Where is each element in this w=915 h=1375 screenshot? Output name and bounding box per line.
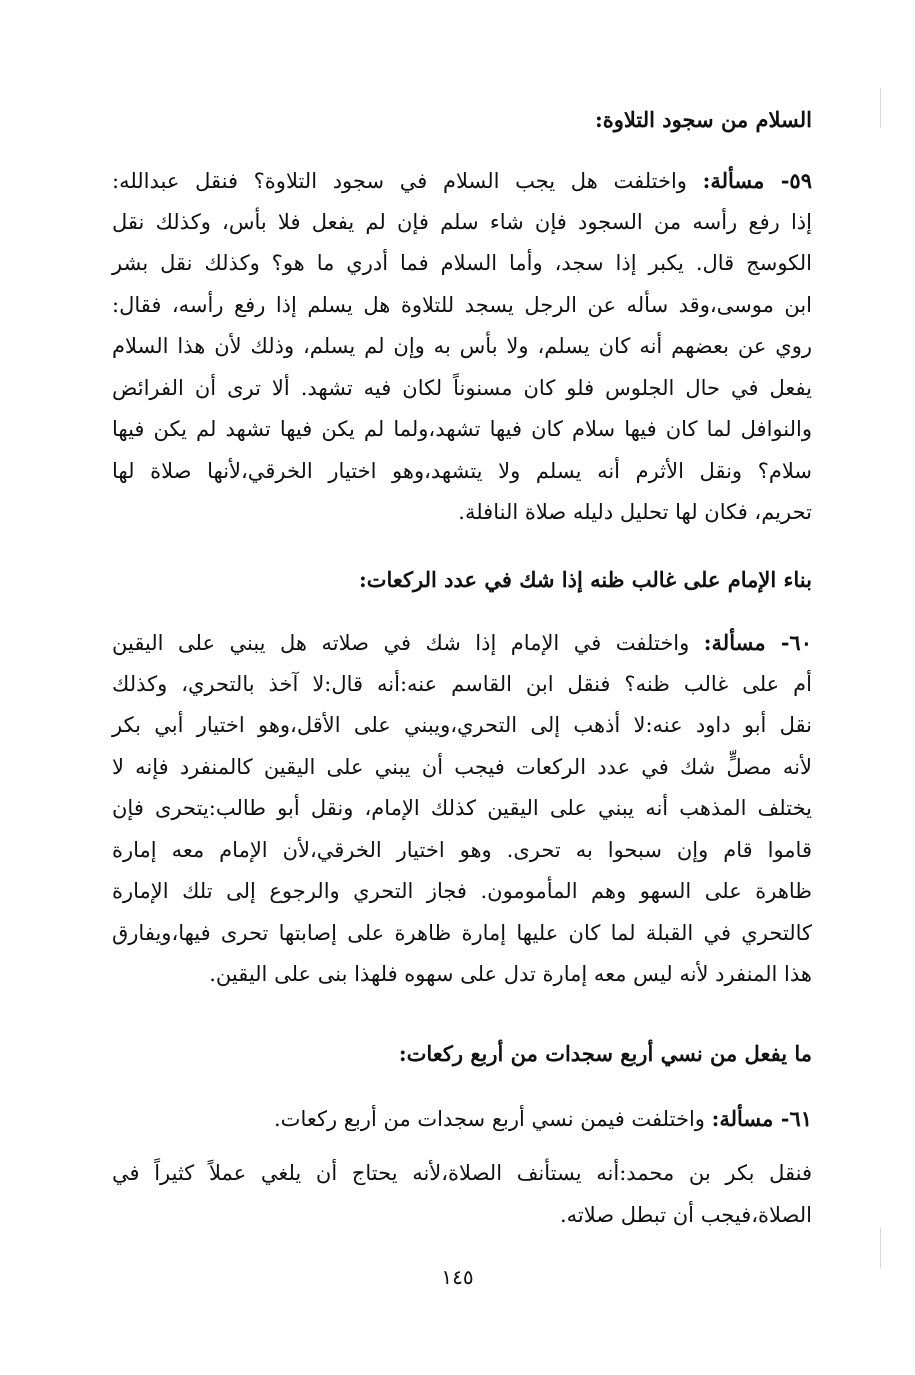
paragraph-line: فنقل بكر بن محمد:أنه يستأنف الصلاة،لأنه يحتاج أن يلغي عملاً كثيراً في	[112, 1161, 812, 1185]
scan-margin-mark	[880, 1228, 881, 1268]
paragraph-line: هذا المنفرد لأنه ليس معه إمارة تدل على سهوه فلهذا بنى على اليقين.	[209, 962, 812, 986]
paragraph-line: ٦٠- مسألة: واختلفت في الإمام إذا شك في صلاته هل يبني على اليقين	[112, 630, 812, 655]
section-heading-sujud-tilawa: السلام من سجود التلاوة:	[594, 107, 812, 132]
paragraph-line: نقل أبو داود عنه:لا أذهب إلى التحري،ويبني على الأقل،وهو اختيار أبي بكر	[112, 713, 812, 737]
paragraph-line: الصلاة،فيجب أن تبطل صلاته.	[559, 1202, 812, 1227]
section-heading-arba-sajdat: ما يفعل من نسي أربع سجدات من أربع ركعات:	[398, 1041, 812, 1066]
paragraph-line: روي عن بعضهم أنه كان يسلم، ولا بأس به وإن لم يسلم، وذلك لأن هذا السلام	[112, 334, 812, 358]
paragraph-line: أم على غالب ظنه؟ فنقل ابن القاسم عنه:أنه قال:لا آخذ بالتحري، وكذلك	[112, 671, 812, 696]
scan-margin-mark	[880, 88, 881, 128]
masala-number: ٦٠- مسألة:	[703, 630, 812, 655]
paragraph-line: إذا رفع رأسه من السجود فإن شاء سلم فإن لم يفعل فلا بأس، وكذلك نقل	[112, 209, 812, 234]
masala-number: ٥٩- مسألة:	[702, 168, 812, 193]
paragraph-masala-61-cont	[112, 1153, 812, 1236]
paragraph-line: سلام؟ ونقل الأثرم أنه يسلم ولا يتشهد،وهو اختيار الخرقي،لأنها صلاة لها	[112, 458, 812, 483]
section-heading-imam-shakk: بناء الإمام على غالب ظنه إذا شك في عدد الركعات:	[358, 567, 812, 592]
paragraph-line: الكوسج قال. يكبر إذا سجد، وأما السلام فما أدري ما هو؟ وكذلك نقل بشر	[112, 251, 812, 275]
paragraph-line: لأنه مصلٍّ شك في عدد الركعات فيجب أن يبني على اليقين كالمنفرد فإنه لا	[112, 754, 812, 779]
paragraph-line: ٥٩- مسألة: واختلفت هل يجب السلام في سجود التلاوة؟ فنقل عبدالله:	[112, 168, 812, 193]
paragraph-line: والنوافل لما كان فيها سلام كان فيها تشهد،ولما لم يكن فيها تشهد لم يكن فيها	[112, 417, 812, 441]
paragraph-masala-61	[112, 1098, 812, 1140]
paragraph-line: قاموا قام وإن سبحوا به تحرى. وهو اختيار الخرقي،لأن الإمام معه إمارة	[112, 837, 812, 862]
paragraph-line: ابن موسى،وقد سأله عن الرجل يسجد للتلاوة هل يسلم إذا رفع رأسه، فقال:	[112, 292, 812, 317]
paragraph-line: يفعل في حال الجلوس فلو كان مسنوناً لكان فيه تشهد. ألا ترى أن الفرائض	[112, 375, 812, 400]
paragraph-line: يختلف المذهب أنه يبني على اليقين كذلك الإمام، ونقل أبو طالب:يتحرى فإن	[112, 796, 812, 820]
paragraph-line: ظاهرة على السهو وهم المأمومون. فجاز التحري والرجوع إلى تلك الإمارة	[112, 879, 812, 903]
paragraph-line: ٦١- مسألة: واختلفت فيمن نسي أربع سجدات من أربع ركعات.	[274, 1106, 812, 1131]
paragraph-line: كالتحري في القبلة لما كان عليها إمارة ظاهرة على إصابتها تحرى فيها،ويفارق	[112, 920, 812, 945]
paragraph-masala-60	[112, 622, 812, 996]
paragraph-line: تحريم، فكان لها تحليل دليله صلاة النافلة.	[458, 500, 812, 524]
paragraph-masala-59	[112, 160, 812, 534]
masala-number: ٦١- مسألة:	[711, 1106, 812, 1131]
page-number: ١٤٥	[441, 1265, 474, 1289]
